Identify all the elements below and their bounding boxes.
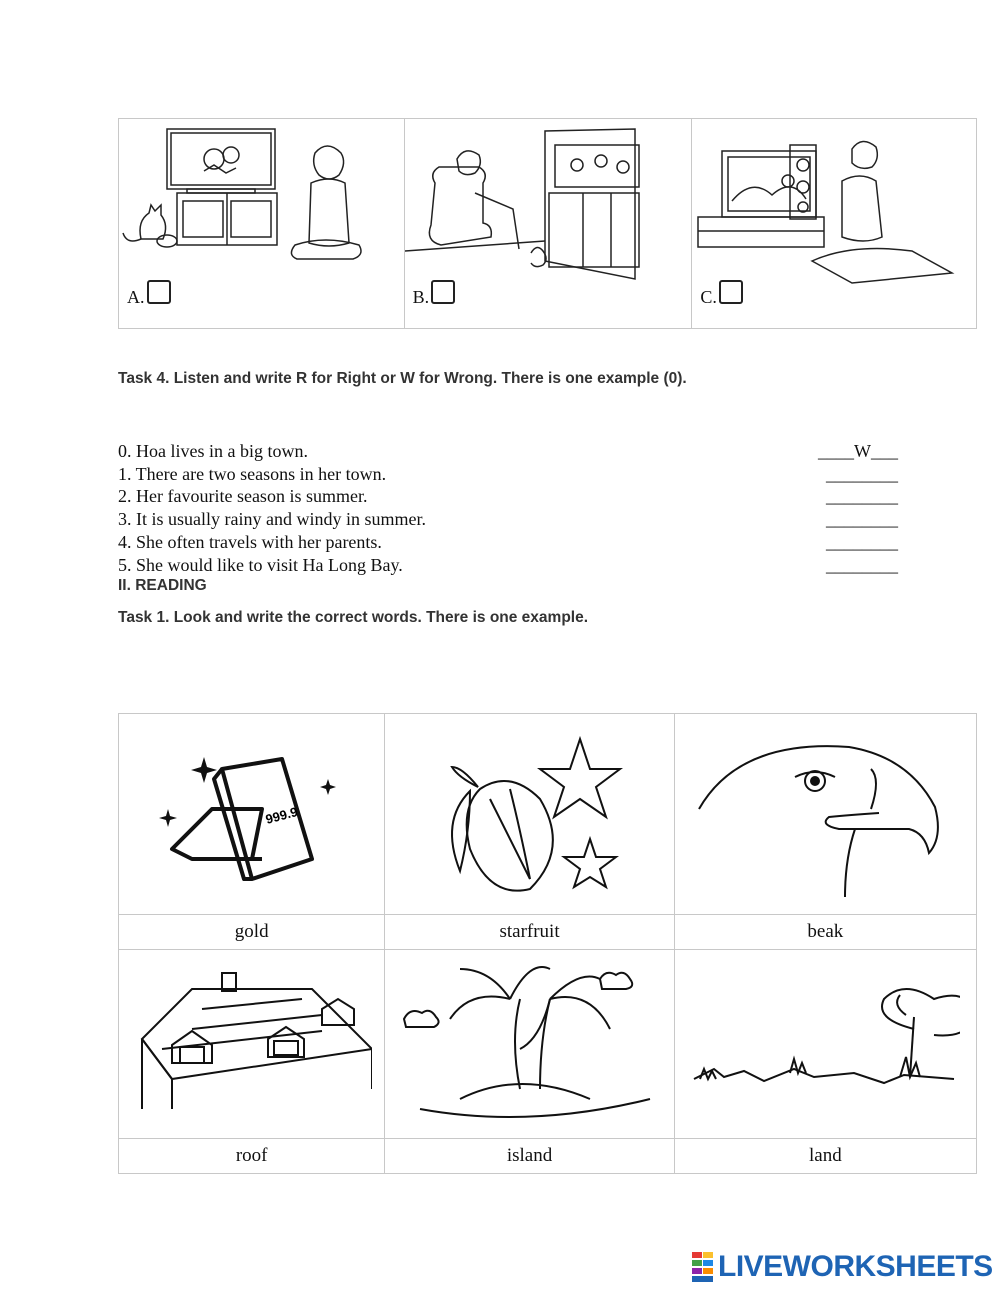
starfruit-icon: [430, 729, 630, 899]
eagle-head-icon: [695, 729, 955, 899]
answer-blank[interactable]: ____W___: [818, 441, 898, 461]
list-item: 4. She often travels with her parents. ________: [118, 531, 898, 552]
answer-blank[interactable]: ________: [826, 486, 898, 507]
list-item: 5. She would like to visit Ha Long Bay. ________: [118, 554, 898, 575]
word-gold: gold: [119, 915, 385, 950]
roof-picture-cell: [119, 950, 385, 1139]
list-item: 0. Hoa lives in a big town. ____W___: [118, 441, 898, 461]
roof-icon: [132, 969, 372, 1119]
starfruit-picture-cell: [385, 714, 674, 915]
reading-section-title: II. READING: [118, 577, 207, 594]
liveworksheets-logo: [692, 1250, 993, 1284]
island-icon: [400, 959, 660, 1129]
answer-blank[interactable]: ________: [826, 509, 898, 530]
word-starfruit: starfruit: [385, 915, 674, 950]
gold-picture-cell: [119, 714, 385, 915]
task4-statement-list: [118, 440, 898, 576]
gold-bar-label: 999.9: [263, 803, 299, 827]
option-c-cell: [692, 119, 977, 329]
liveworksheets-logo-icon: [692, 1252, 714, 1282]
listening-options-table: [118, 118, 977, 329]
boy-with-speakers-picture: [692, 121, 977, 291]
list-item: 1. There are two seasons in her town. ________: [118, 463, 898, 484]
reading-task1-heading: Task 1. Look and write the correct words. There is one example.: [118, 609, 589, 626]
word-island: island: [385, 1139, 674, 1174]
vocabulary-table: [118, 713, 977, 1174]
boy-watching-tv-picture: [119, 121, 405, 291]
answer-blank[interactable]: ________: [826, 531, 898, 552]
answer-blank[interactable]: ________: [826, 463, 898, 484]
option-a-cell: [119, 119, 405, 329]
word-land: land: [674, 1139, 976, 1174]
task4-heading: Task 4. Listen and write R for Right or W for Wrong. There is one example (0).: [118, 370, 687, 387]
island-picture-cell: [385, 950, 674, 1139]
option-a-checkbox[interactable]: [147, 280, 171, 304]
list-item: 2. Her favourite season is summer. ________: [118, 486, 898, 507]
word-beak: beak: [674, 915, 976, 950]
liveworksheets-wordmark: LIVEWORKSHEETS: [718, 1250, 993, 1283]
beak-picture-cell: [674, 714, 976, 915]
boy-in-armchair-picture: [405, 121, 693, 291]
option-b-label: B.: [413, 280, 456, 308]
option-c-checkbox[interactable]: [719, 280, 743, 304]
land-picture-cell: [674, 950, 976, 1139]
option-b-cell: [404, 119, 692, 329]
option-a-label: A.: [127, 280, 171, 308]
list-item: 3. It is usually rainy and windy in summer. ________: [118, 509, 898, 530]
option-b-checkbox[interactable]: [431, 280, 455, 304]
answer-blank[interactable]: ________: [826, 554, 898, 575]
word-roof: roof: [119, 1139, 385, 1174]
option-c-label: C.: [700, 280, 743, 308]
gold-bar-icon: [152, 739, 352, 889]
land-icon: [690, 969, 960, 1119]
